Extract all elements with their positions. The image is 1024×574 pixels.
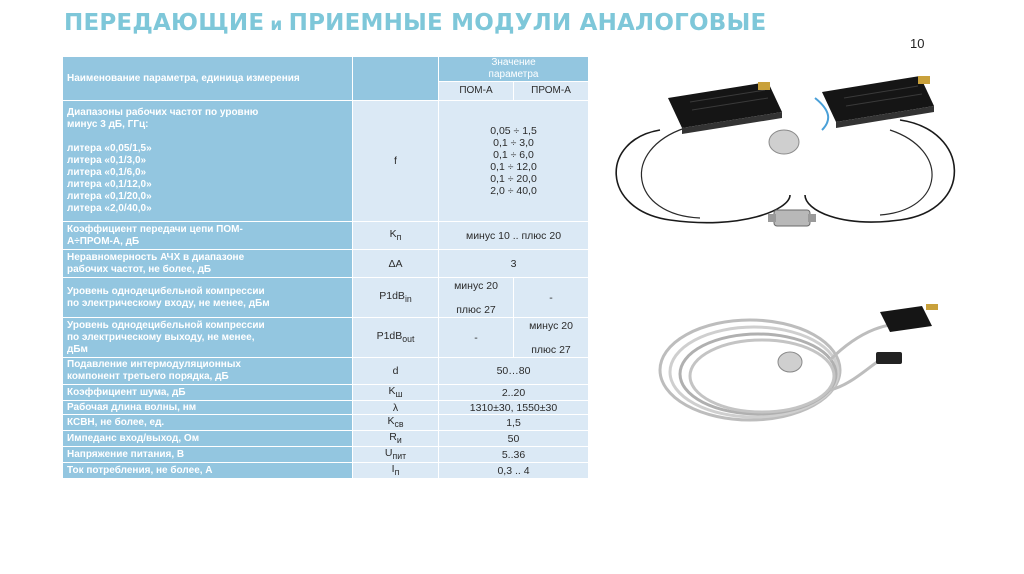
table-row — [63, 101, 589, 222]
table-row — [63, 415, 589, 431]
param-symbol-main: U — [384, 447, 393, 460]
param-name: Диапазоны рабочих частот по уровню минус 3 дБ, ГГц: литера «0,05/1,5» литера «0,1/3,0» литера «0,1/6,0» литера «0,1/12,0» литера «0,1/20,0» литера «2,0/40,0» — [63, 101, 353, 222]
param-symbol-sub: п — [396, 232, 402, 243]
param-symbol-sub: ш — [395, 389, 403, 400]
table-row — [63, 278, 589, 318]
param-symbol — [353, 447, 439, 463]
header-value-cell: Значение параметра — [439, 57, 589, 82]
page-title-conjunction: и — [264, 15, 289, 35]
param-symbol-main: K — [389, 227, 397, 240]
param-value-pom: минус 20 плюс 27 — [439, 278, 514, 318]
param-value-pom: - — [439, 318, 514, 358]
param-name: Рабочая длина волны, нм — [63, 401, 353, 415]
param-value: минус 10 .. плюс 20 — [439, 222, 589, 250]
param-value-prom: - — [514, 278, 589, 318]
param-symbol — [353, 278, 439, 318]
param-value: 1310±30, 1550±30 — [439, 401, 589, 415]
table-row — [63, 385, 589, 401]
param-symbol-main: I — [391, 463, 395, 476]
param-value: 0,05 ÷ 1,5 0,1 ÷ 3,0 0,1 ÷ 6,0 0,1 ÷ 12,0 0,1 ÷ 20,0 2,0 ÷ 40,0 — [439, 101, 589, 222]
param-symbol-sub: св — [394, 419, 404, 430]
param-symbol-main: P1dB — [376, 329, 403, 342]
param-symbol-sub: пит — [392, 451, 407, 462]
param-symbol — [353, 431, 439, 447]
table-row — [63, 358, 589, 385]
param-symbol-main: K — [387, 415, 395, 428]
header-symbol-cell — [353, 57, 439, 101]
product-photo-armored-cable-module — [650, 290, 980, 430]
page-title — [64, 10, 766, 36]
table-row — [63, 401, 589, 415]
product-photo-modules-with-coiled-fiber — [600, 60, 980, 260]
table-row — [63, 222, 589, 250]
table-row — [63, 318, 589, 358]
table-row — [63, 463, 589, 479]
page-number: 10 — [910, 36, 925, 51]
param-value-prom: минус 20 плюс 27 — [514, 318, 589, 358]
param-symbol — [353, 318, 439, 358]
param-name: Подавление интермодуляционных компонент третьего порядка, дБ — [63, 358, 353, 385]
param-name: КСВН, не более, ед. — [63, 415, 353, 431]
param-symbol — [353, 463, 439, 479]
param-symbol-sub: out — [402, 334, 415, 345]
parameters-table — [62, 56, 589, 479]
param-value: 0,3 .. 4 — [439, 463, 589, 479]
page-title-part2: ПРИЕМНЫЕ МОДУЛИ АНАЛОГОВЫЕ — [288, 10, 767, 36]
param-value: 50…80 — [439, 358, 589, 385]
param-symbol-sub: п — [394, 467, 400, 478]
param-name: Коэффициент шума, дБ — [63, 385, 353, 401]
param-name: Коэффициент передачи цепи ПОМ- А÷ПРОМ-А, дБ — [63, 222, 353, 250]
param-symbol — [353, 222, 439, 250]
param-value: 3 — [439, 250, 589, 278]
table-row — [63, 447, 589, 463]
header-col-prom: ПРОМ-А — [514, 82, 589, 101]
param-symbol — [353, 385, 439, 401]
param-value: 2..20 — [439, 385, 589, 401]
param-name: Импеданс вход/выход, Ом — [63, 431, 353, 447]
param-value: 5..36 — [439, 447, 589, 463]
param-symbol-main: R — [389, 431, 397, 444]
param-symbol-main: P1dB — [379, 289, 405, 302]
param-name: Напряжение питания, В — [63, 447, 353, 463]
param-name: Неравномерность АЧХ в диапазоне рабочих частот, не более, дБ — [63, 250, 353, 278]
param-symbol: d — [353, 358, 439, 385]
param-symbol-main: K — [388, 385, 396, 397]
table-row — [63, 250, 589, 278]
param-name: Уровень однодецибельной компрессии по электрическому выходу, не менее, дБм — [63, 318, 353, 358]
param-value: 50 — [439, 431, 589, 447]
param-symbol-sub: и — [396, 435, 402, 446]
param-name: Уровень однодецибельной компрессии по электрическому входу, не менее, дБм — [63, 278, 353, 318]
header-col-pom: ПОМ-А — [439, 82, 514, 101]
param-symbol-sub: in — [404, 294, 412, 305]
header-param-cell: Наименование параметра, единица измерения — [63, 57, 353, 101]
param-symbol — [353, 415, 439, 431]
param-symbol: λ — [353, 401, 439, 415]
page-title-part1: ПЕРЕДАЮЩИЕ — [64, 10, 265, 36]
param-name: Ток потребления, не более, А — [63, 463, 353, 479]
param-symbol: ΔА — [353, 250, 439, 278]
param-value: 1,5 — [439, 415, 589, 431]
table-header-row — [63, 57, 589, 82]
table-row — [63, 431, 589, 447]
param-symbol: f — [353, 101, 439, 222]
